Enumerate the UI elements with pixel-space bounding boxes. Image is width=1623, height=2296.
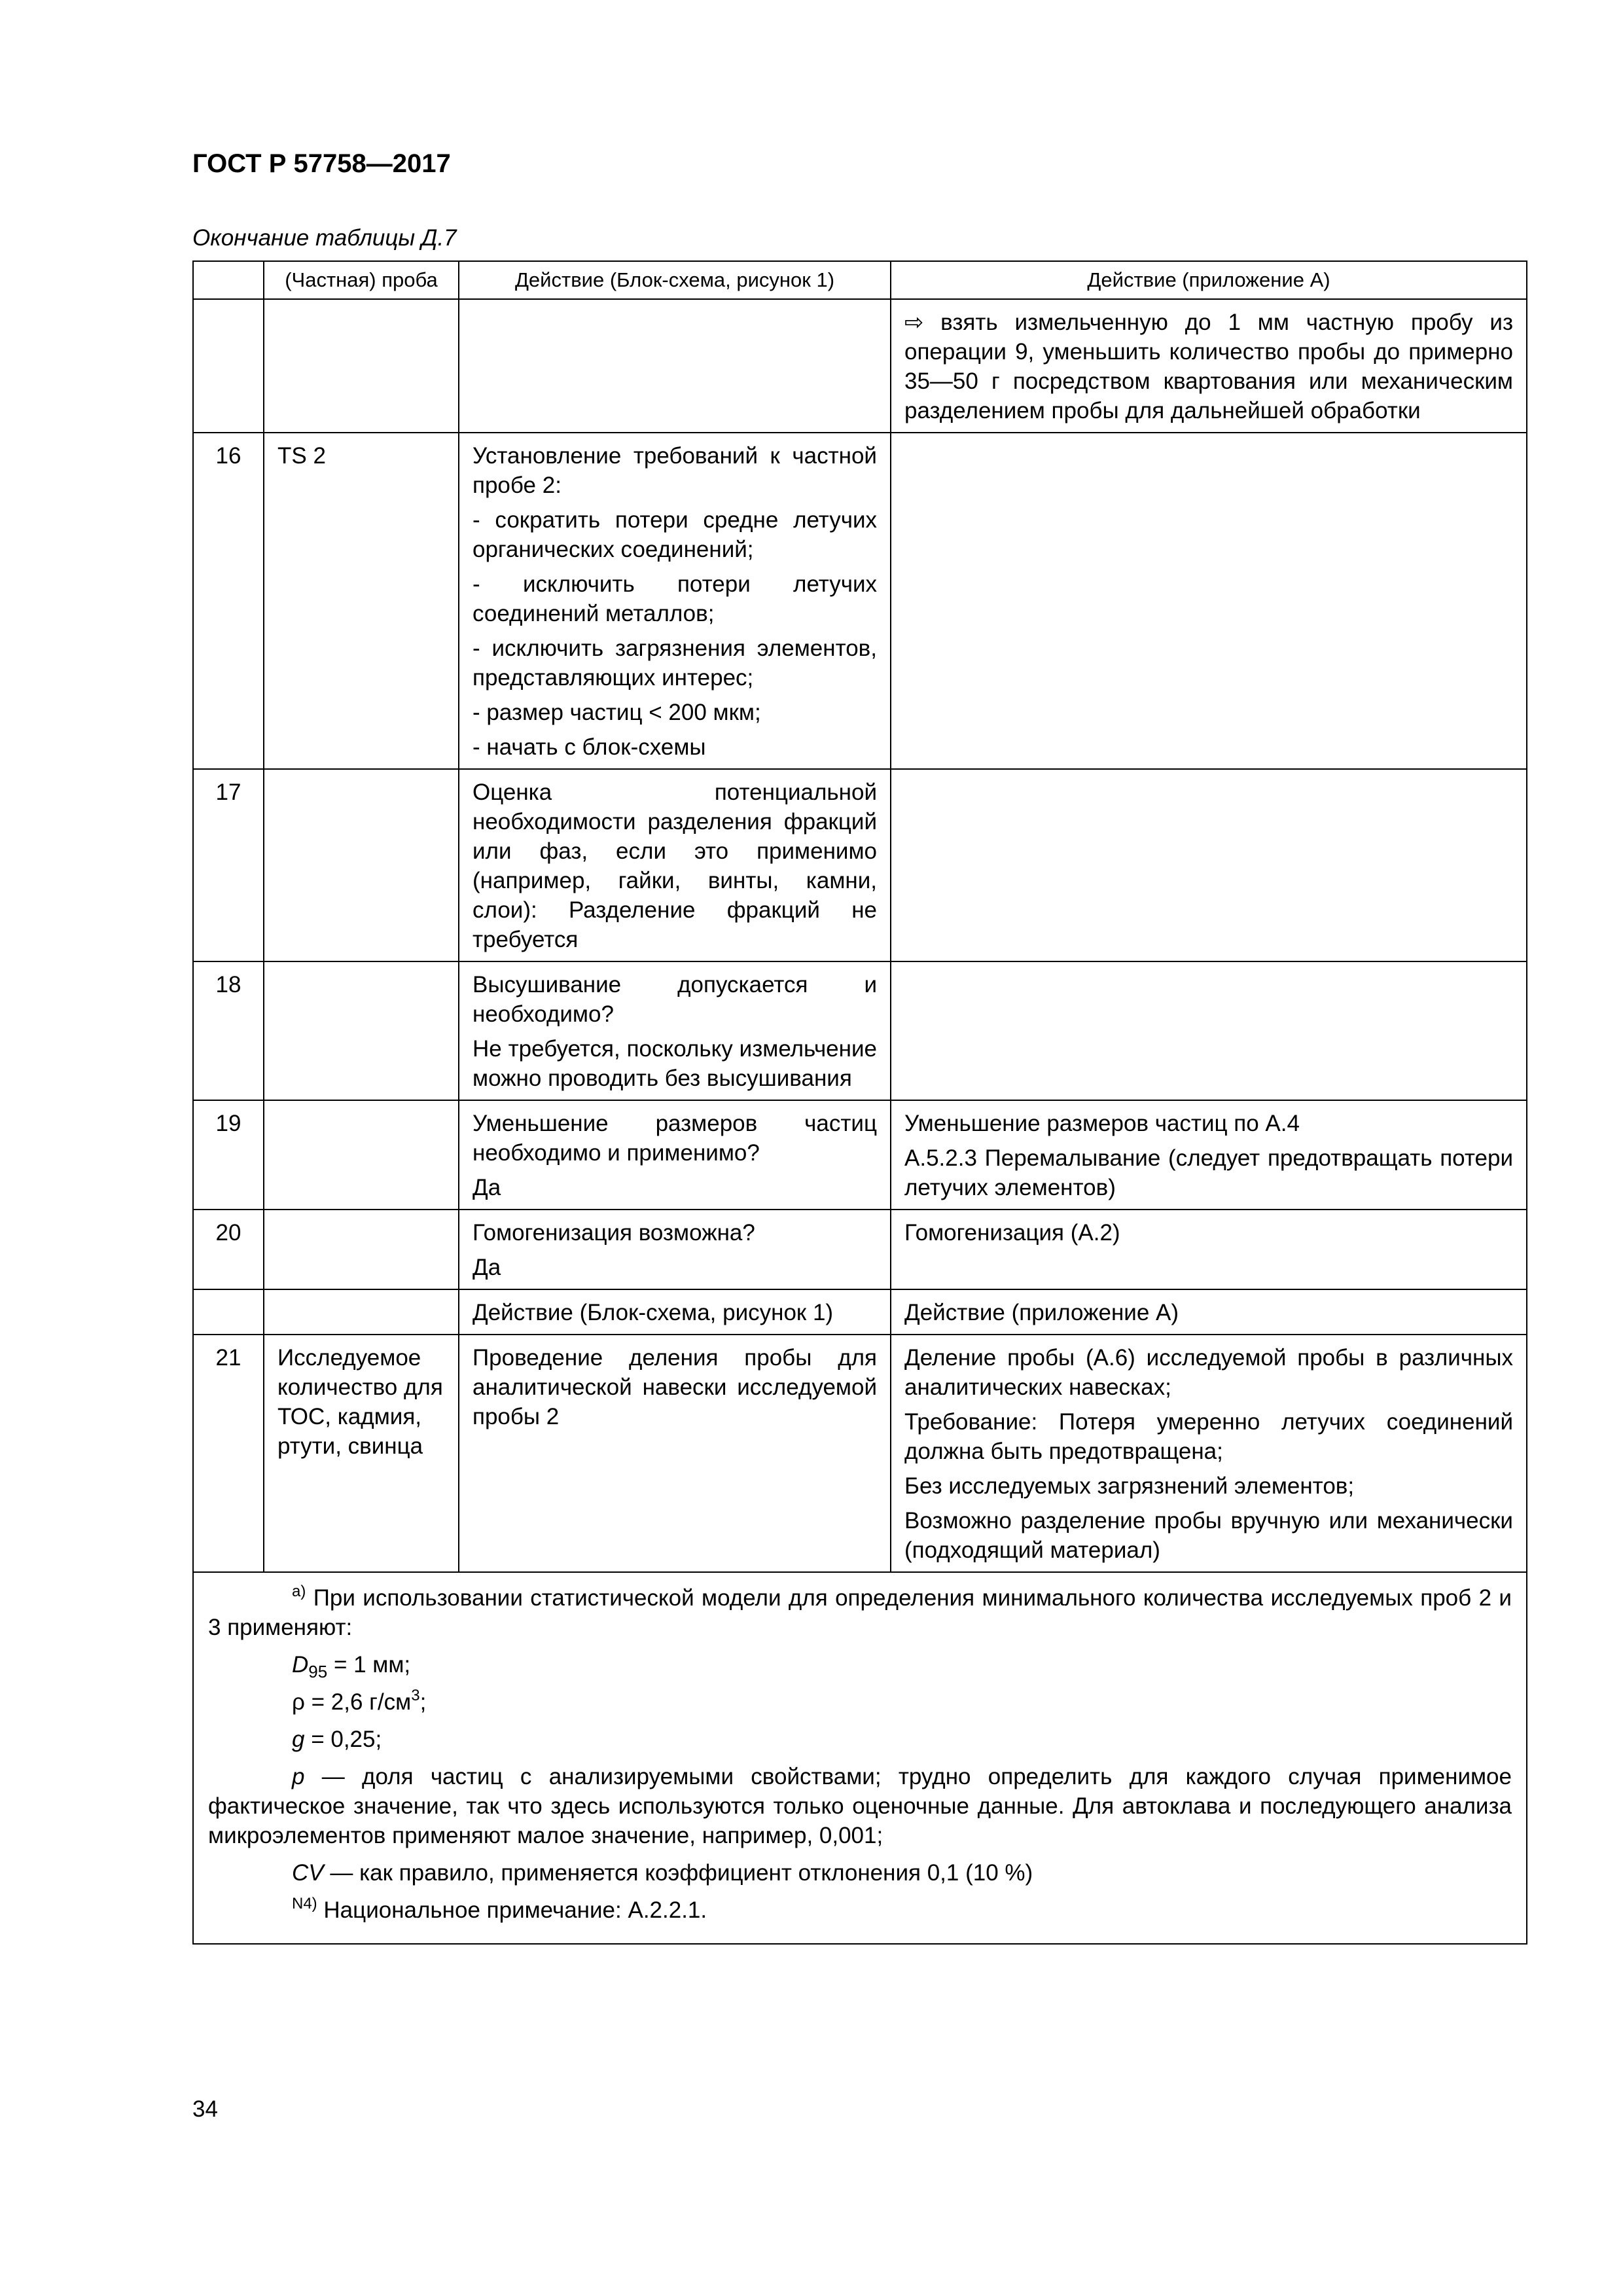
cell-text: Гомогенизация возможна? [473, 1220, 755, 1246]
cell-sample [264, 961, 459, 1100]
table-d7 [192, 260, 1527, 1945]
param-g [208, 1725, 1512, 1754]
subheader-appendix-action: Действие (приложение А) [891, 1289, 1527, 1335]
param-rho [208, 1687, 1512, 1717]
punct: ; [419, 1689, 427, 1715]
cell-sample [264, 1100, 459, 1210]
footnote-mark: а) [292, 1583, 306, 1600]
cell-num: 20 [193, 1210, 264, 1289]
cell-num [193, 1289, 264, 1335]
table-row-21 [193, 1335, 1527, 1572]
table-row-continuation [193, 299, 1527, 433]
cell-sample: TS 2 [264, 433, 459, 769]
symbol: CV [292, 1860, 324, 1886]
cell-text: Проведение деления пробы для аналитической навески исследуемой пробы 2 [473, 1345, 877, 1429]
footnote-text: Национальное примечание: А.2.2.1. [323, 1897, 707, 1923]
table-row-19 [193, 1100, 1527, 1210]
cell-num: 17 [193, 769, 264, 961]
table-row-20 [193, 1210, 1527, 1289]
cell-text: А.5.2.3 Перемалывание (следует предотвращать потери летучих элементов) [904, 1145, 1513, 1200]
symbol: g [292, 1727, 305, 1752]
cell-appendix-action [891, 1335, 1527, 1572]
subheader-flow-action: Действие (Блок-схема, рисунок 1) [459, 1289, 891, 1335]
cell-text: - размер частиц < 200 мкм; [473, 700, 761, 725]
cell-text: Да [473, 1175, 501, 1200]
cell-sample [264, 299, 459, 433]
cell-appendix-action [891, 1100, 1527, 1210]
cell-text: - исключить загрязнения элементов, представляющих интерес; [473, 636, 877, 691]
table-row-17 [193, 769, 1527, 961]
value: ρ = 2,6 г/см [292, 1689, 412, 1715]
cell-appendix-action [891, 769, 1527, 961]
value: = 0,25; [311, 1727, 382, 1752]
param-cv [208, 1858, 1512, 1888]
cell-flow-action [459, 1335, 891, 1572]
cell-num: 19 [193, 1100, 264, 1210]
table-subheader-row [193, 1289, 1527, 1335]
cell-flow-action [459, 299, 891, 433]
document-title: ГОСТ Р 57758—2017 [192, 149, 451, 178]
cell-flow-action [459, 433, 891, 769]
cell-text: Уменьшение размеров частиц необходимо и применимо? [473, 1111, 877, 1166]
value: = 1 мм; [333, 1652, 411, 1677]
cell-text: Без исследуемых загрязнений элементов; [904, 1473, 1355, 1499]
cell-text: - начать с блок-схемы [473, 734, 706, 760]
cell-text: Возможно разделение пробы вручную или механически (подходящий материал) [904, 1508, 1513, 1563]
cell-sample [264, 1289, 459, 1335]
col-header-num [193, 261, 264, 299]
cell-flow-action [459, 1100, 891, 1210]
param-p [208, 1762, 1512, 1850]
cell-text: Да [473, 1255, 501, 1280]
cell-text: ⇨ взять измельченную до 1 мм частную пробу из операции 9, уменьшить количество пробы до примерно 35—50 г посредством квартования или механическим разделением пробы для дальнейшей обработки [904, 310, 1513, 423]
cell-flow-action [459, 961, 891, 1100]
cell-text: Гомогенизация (А.2) [904, 1220, 1120, 1246]
cell-flow-action [459, 1210, 891, 1289]
cell-text: Установление требований к частной пробе 2: [473, 443, 877, 498]
cell-num: 21 [193, 1335, 264, 1572]
col-header-appendix-action: Действие (приложение А) [891, 261, 1527, 299]
cell-num: 16 [193, 433, 264, 769]
national-note [208, 1895, 1512, 1925]
cell-appendix-action [891, 299, 1527, 433]
symbol: D [292, 1652, 309, 1677]
symbol: p [292, 1764, 305, 1789]
cell-appendix-action [891, 961, 1527, 1100]
footnote-mark: N4) [292, 1895, 317, 1912]
footnote-text: При использовании статистической модели для определения минимального количества исследуемых проб 2 и 3 применяют: [208, 1585, 1512, 1640]
footnote-a [208, 1583, 1512, 1642]
superscript: 3 [411, 1687, 420, 1704]
cell-text: Требование: Потеря умеренно летучих соединений должна быть предотвращена; [904, 1409, 1513, 1464]
cell-flow-action [459, 769, 891, 961]
cell-text: Деление пробы (А.6) исследуемой пробы в различных аналитических навесках; [904, 1345, 1513, 1400]
value: — доля частиц с анализируемыми свойствами; трудно определить для каждого случая применимое фактическое значение, так что здесь используются только оценочные данные. Для автоклава и последующего анализа микроэлементов применяют малое значение, например, 0,001; [208, 1764, 1512, 1848]
table-header-row [193, 261, 1527, 299]
col-header-flow-action: Действие (Блок-схема, рисунок 1) [459, 261, 891, 299]
cell-num: 18 [193, 961, 264, 1100]
cell-appendix-action [891, 1210, 1527, 1289]
table-row-16 [193, 433, 1527, 769]
value: — как правило, применяется коэффициент отклонения 0,1 (10 %) [330, 1860, 1033, 1886]
cell-text: - сократить потери средне летучих органических соединений; [473, 507, 877, 562]
table-row-18 [193, 961, 1527, 1100]
cell-text: Оценка потенциальной необходимости разделения фракций или фаз, если это применимо (например, гайки, винты, камни, слои): Разделение фракций не требуется [473, 780, 877, 952]
cell-text: Высушивание допускается и необходимо? [473, 972, 877, 1027]
subscript: 95 [308, 1662, 328, 1681]
cell-text: Не требуется, поскольку измельчение можно проводить без высушивания [473, 1036, 877, 1091]
cell-sample [264, 769, 459, 961]
page-number: 34 [192, 2096, 218, 2122]
cell-text: Уменьшение размеров частиц по А.4 [904, 1111, 1300, 1136]
cell-text: - исключить потери летучих соединений металлов; [473, 571, 877, 626]
table-footnote-row [193, 1572, 1527, 1944]
cell-appendix-action [891, 433, 1527, 769]
param-d95 [208, 1650, 1512, 1679]
cell-num [193, 299, 264, 433]
cell-sample [264, 1210, 459, 1289]
col-header-sample: (Частная) проба [264, 261, 459, 299]
cell-sample: Исследуемое количество для ТОС, кадмия, ртути, свинца [264, 1335, 459, 1572]
table-caption: Окончание таблицы Д.7 [192, 225, 457, 251]
footnote-cell [193, 1572, 1527, 1944]
